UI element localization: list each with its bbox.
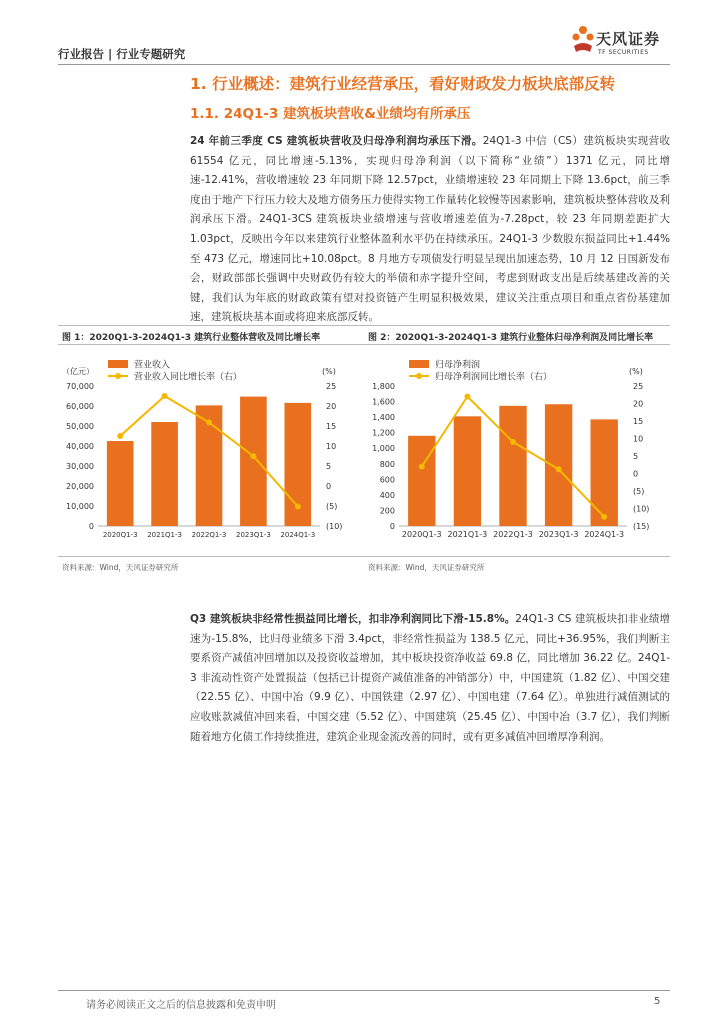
paragraph-non-recurring (190, 610, 670, 747)
y-tick-label: 400 (379, 490, 395, 500)
y-tick-label: 200 (379, 506, 395, 516)
section-heading-1: 1. 行业概述：建筑行业经营承压，看好财政发力板块底部反转 (190, 75, 616, 93)
bar (107, 441, 134, 526)
x-tick-label: 2023Q1-3 (538, 530, 579, 539)
y-tick-label: 1,200 (372, 428, 395, 438)
bar (499, 406, 526, 526)
y2-tick-label: 15 (633, 417, 644, 426)
y2-tick-label: 0 (633, 469, 639, 479)
logo-mark-icon (570, 24, 596, 56)
y-axis-label: （亿元） (62, 367, 94, 376)
x-tick-label: 2021Q1-3 (147, 531, 182, 539)
legend-bar-label: 营业收入 (134, 360, 171, 371)
y-tick-label: 1,000 (372, 444, 395, 454)
bar (545, 404, 572, 526)
x-tick-label: 2020Q1-3 (102, 531, 138, 539)
bar (454, 416, 481, 526)
y2-tick-label: 10 (633, 434, 644, 444)
legend-line-marker (416, 373, 422, 379)
y2-tick-label: 10 (326, 442, 337, 451)
paragraph-body: 24Q1-3 CS 建筑板块扣非业绩增速为-15.8%，比归母业绩多下滑 3.4pct，非经常性损益为 138.5 亿元，同比+36.95%，我们判断主要系资产减值冲回增加以及投资收益增加，其中板块投资净收益 69.8 亿，同比增加 36.22 亿。24Q1-3 非流动性资产处置损益（包括已计提资产减值准备的冲销部分）中，中国建筑（1.82 亿）、中国交建（22.55 亿）、中国中冶（9.9 亿）、中国铁建（2.97 亿）、中国电建（7.64 亿）。单独进行减值测试的应收账款减值冲回来看，中国交建（5.52 亿）、中国建筑（25.45 亿）、中国中冶（3.7 亿），我们判断随着地方化债工作持续推进，建筑企业现金流改善的同时，或有更多减值冲回增厚净利润。 (190, 613, 671, 743)
growth-point (464, 394, 470, 400)
figure-1-title: 图 1：2020Q1-3-2024Q1-3 建筑行业整体营收及同比增长率 (62, 333, 321, 343)
bar (240, 397, 267, 526)
legend-bar-swatch (409, 360, 429, 368)
y-tick-label: 50,000 (66, 422, 94, 431)
x-tick-label: 2024Q1-3 (280, 531, 316, 539)
legend-line-label: 归母净利润同比增长率（右） (435, 372, 553, 383)
paragraph-lead: Q3 建筑板块非经常性损益同比增长，扣非净利润同比下滑-15.8%。 (190, 613, 516, 625)
chart-svg (58, 356, 358, 548)
x-tick-label: 2022Q1-3 (493, 530, 533, 539)
figure-top-divider (58, 325, 670, 326)
legend-bar-label: 归母净利润 (435, 360, 481, 371)
y-tick-label: 30,000 (66, 462, 94, 471)
y2-tick-label: (10) (633, 504, 650, 514)
footer-disclaimer: 请务必阅读正文之后的信息披露和免责申明 (86, 1000, 276, 1011)
company-logo (570, 24, 690, 64)
y2-tick-label: 5 (326, 462, 332, 471)
figure-title-divider (58, 344, 670, 345)
y-tick-label: 800 (379, 459, 395, 469)
paragraph-revenue-profit (190, 132, 670, 328)
revenue-chart (58, 356, 358, 548)
y-tick-label: 20,000 (66, 482, 94, 491)
y2-tick-label: (5) (633, 487, 645, 496)
page-number: 5 (654, 996, 661, 1007)
growth-point (419, 464, 425, 470)
x-tick-label: 2022Q1-3 (191, 531, 227, 539)
figure-2-title: 图 2：2020Q1-3-2024Q1-3 建筑行业整体归母净利润及同比增长率 (368, 333, 654, 343)
y2-tick-label: 25 (326, 382, 337, 391)
report-category: 行业报告 | 行业专题研究 (58, 47, 186, 61)
bar (591, 419, 618, 526)
figure-bottom-divider (58, 556, 670, 557)
net-profit-chart (365, 356, 665, 548)
x-tick-label: 2024Q1-3 (584, 530, 625, 539)
y2-tick-label: 20 (326, 402, 337, 411)
logo-name-en: TF SECURITIES (598, 49, 649, 56)
footer-divider (58, 990, 670, 991)
x-tick-label: 2020Q1-3 (401, 530, 442, 539)
paragraph-lead: 24 年前三季度 CS 建筑板块营收及归母净利润均承压下滑。 (190, 135, 483, 147)
y2-tick-label: 20 (633, 399, 644, 409)
growth-point (601, 514, 607, 520)
growth-point (117, 433, 123, 439)
y-tick-label: 10,000 (66, 502, 94, 511)
figure-2-source: 资料来源：Wind，天风证券研究所 (368, 563, 485, 572)
y2-axis-label: (%) (322, 367, 336, 376)
growth-point (162, 393, 168, 399)
paragraph-body: 24Q1-3 中信（CS）建筑板块实现营收 61554 亿元，同比增速-5.13%，实现归母净利润（以下简称“业绩”）1371 亿元，同比增速-12.41%，营收增速较 23 年同期下降 12.57pct，业绩增速较 23 年同期上下降 13.6pct，前三季度由于地产下行压力较大及地方债务压力使得实物工作量转化较慢等因素影响，建筑板块整体营收及利润承压下滑。24Q1-3CS 建筑板块业绩增速与营收增速差值为-7.28pct，较 23 年同期差距扩大 1.03pct，反映出今年以来建筑行业整体盈利水平仍在持续承压。24Q1-3 少数股东损益同比+1.44%至 473 亿元，增速同比+10.08pct。8 月地方专项债发行明显呈现出加速态势，10 月 12 日国新发布会，财政部部长强调中央财政仍有较大的举债和赤字提升空间，考虑到财政支出是后续基建改善的关键，我们认为年底的财政政策有望对投资链产生明显积极效果，建议关注重点项目和重点省份基建加速，建筑板块基本面或将迎来底部反转。 (190, 135, 671, 324)
y-tick-label: 600 (379, 475, 395, 485)
y-tick-label: 1,800 (372, 382, 395, 391)
logo-name-cn: 天风证券 (596, 30, 661, 48)
legend-line-label: 营业收入同比增长率（右） (134, 372, 243, 383)
y2-tick-label: 25 (633, 382, 644, 391)
section-heading-1-1: 1.1. 24Q1-3 建筑板块营收&业绩均有所承压 (190, 106, 471, 122)
y2-tick-label: (5) (326, 502, 338, 511)
y2-tick-label: (10) (326, 522, 343, 531)
chart-svg (365, 356, 665, 548)
y-tick-label: 0 (88, 522, 94, 531)
y2-tick-label: 0 (326, 482, 332, 491)
y-tick-label: 0 (389, 522, 395, 531)
x-tick-label: 2023Q1-3 (236, 531, 271, 539)
y-tick-label: 1,600 (372, 397, 395, 407)
x-tick-label: 2021Q1-3 (447, 530, 488, 539)
y-tick-label: 70,000 (66, 382, 94, 391)
y2-tick-label: 5 (633, 452, 639, 461)
legend-line-marker (115, 373, 121, 379)
y2-axis-label: (%) (629, 367, 643, 376)
growth-point (556, 466, 562, 472)
growth-point (510, 439, 516, 445)
y-tick-label: 40,000 (66, 442, 94, 451)
y2-tick-label: (15) (633, 522, 650, 531)
header-divider (58, 64, 670, 65)
growth-point (295, 504, 301, 510)
y-tick-label: 1,400 (372, 413, 395, 423)
y2-tick-label: 15 (326, 422, 337, 431)
y-tick-label: 60,000 (66, 402, 94, 411)
growth-point (250, 453, 256, 459)
legend-bar-swatch (108, 360, 128, 368)
bar (408, 436, 435, 526)
bar (151, 422, 178, 526)
figure-1-source: 资料来源：Wind，天风证券研究所 (62, 563, 179, 572)
growth-point (206, 419, 212, 425)
